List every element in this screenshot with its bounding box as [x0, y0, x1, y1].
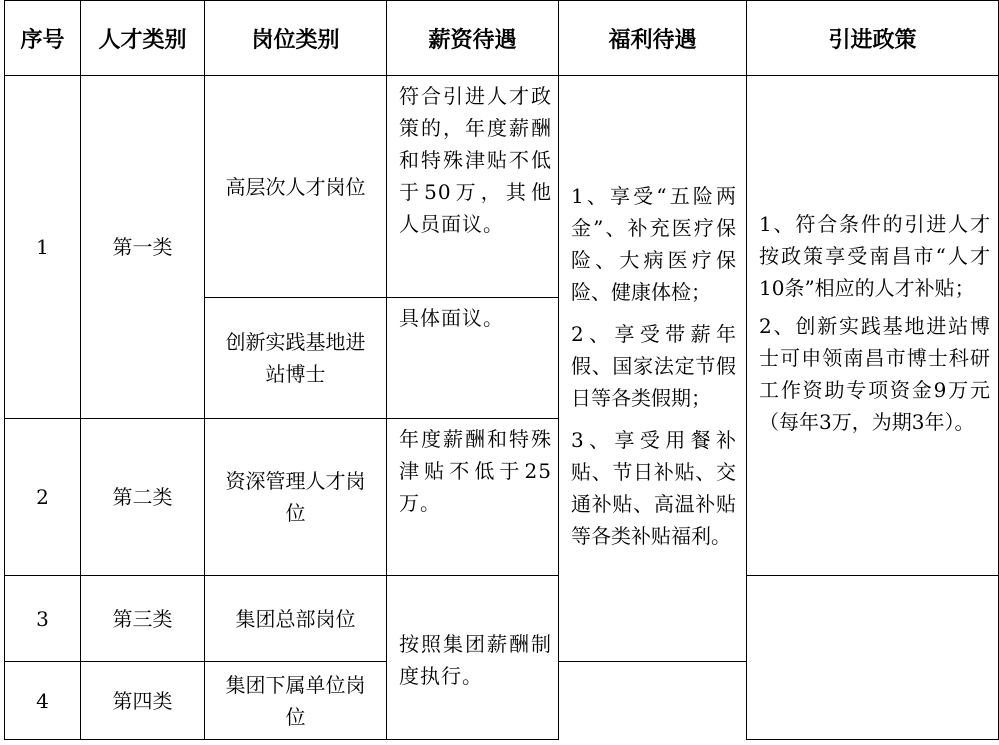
header-benefits: 福利待遇 — [559, 1, 747, 76]
policy-item: 1、符合条件的引进人才按政策享受南昌市“人才10条”相应的人才补贴； — [759, 211, 990, 300]
row-number: 3 — [5, 576, 81, 662]
header-talent-category: 人才类别 — [81, 1, 205, 76]
header-number: 序号 — [5, 1, 81, 76]
benefit-item: 1、享受“五险两金”、补充医疗保险、大病医疗保险、健康体检； — [571, 183, 736, 304]
row-number: 2 — [5, 419, 81, 576]
benefit-item: 3、享受用餐补贴、节日补贴、交通补贴、高温补贴等各类补贴福利。 — [571, 427, 736, 548]
row-number: 4 — [5, 662, 81, 740]
salary-cell: 按照集团薪酬制度执行。 — [387, 576, 559, 740]
talent-category: 第三类 — [81, 576, 205, 662]
talent-category: 第二类 — [81, 419, 205, 576]
talent-recruitment-table — [4, 0, 999, 740]
benefit-item: 2、享受带薪年假、国家法定节假日等各类假期； — [571, 321, 736, 410]
header-row — [5, 1, 999, 76]
position-category: 资深管理人才岗位 — [205, 419, 387, 576]
salary-cell: 符合引进人才政策的，年度薪酬和特殊津贴不低于50万，其他人员面议。 — [387, 76, 559, 298]
policy-cell — [747, 76, 999, 576]
table-row — [5, 576, 999, 662]
header-policy: 引进政策 — [747, 1, 999, 76]
talent-category: 第一类 — [81, 76, 205, 419]
salary-cell: 年度薪酬和特殊津贴不低于25万。 — [387, 419, 559, 576]
position-category: 创新实践基地进站博士 — [205, 298, 387, 419]
row-number: 1 — [5, 76, 81, 419]
salary-cell: 具体面议。 — [387, 298, 559, 419]
policy-item: 2、创新实践基地进站博士可申领南昌市博士科研工作资助专项资金9万元（每年3万，为期3年）。 — [759, 313, 990, 434]
header-position-category: 岗位类别 — [205, 1, 387, 76]
position-category: 高层次人才岗位 — [205, 76, 387, 298]
position-category: 集团下属单位岗位 — [205, 662, 387, 740]
table-row — [5, 76, 999, 298]
talent-category: 第四类 — [81, 662, 205, 740]
policy-empty-cell — [747, 576, 999, 740]
benefits-cell — [559, 76, 747, 662]
position-category: 集团总部岗位 — [205, 576, 387, 662]
header-salary: 薪资待遇 — [387, 1, 559, 76]
